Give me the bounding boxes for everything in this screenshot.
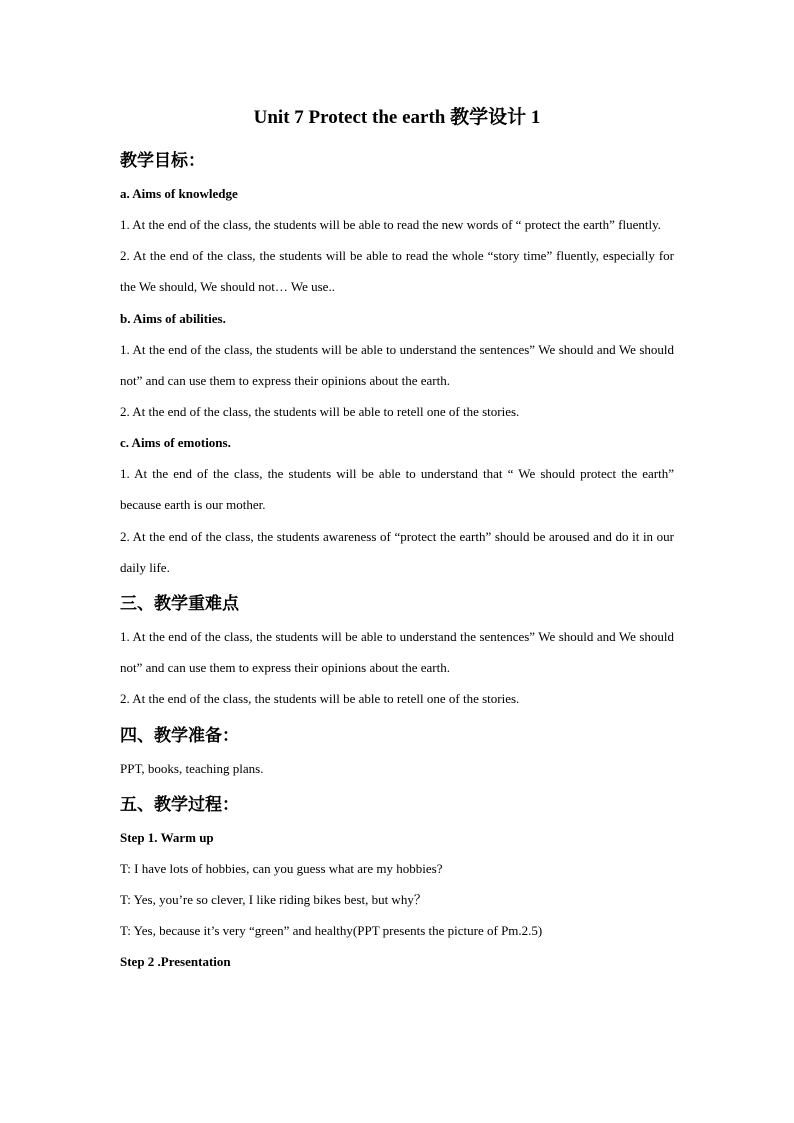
emotion-aims-heading: c. Aims of emotions. — [120, 435, 231, 451]
objectives-heading: 教学目标： — [120, 151, 205, 170]
emotion-aim-2: 2. At the end of the class, the students awareness of “protect the earth” should be aroused and do it in our daily life. — [120, 528, 674, 575]
process-heading: 五、教学过程： — [120, 794, 239, 814]
ability-aim-2: 2. At the end of the class, the students will be able to retell one of the stories. — [120, 404, 520, 420]
preparation-heading: 四、教学准备： — [120, 725, 239, 745]
document-body — [120, 104, 674, 977]
knowledge-aims-heading: a. Aims of knowledge — [120, 186, 238, 201]
ability-aims-heading: b. Aims of abilities. — [120, 310, 226, 326]
knowledge-aim-2: 2. At the end of the class, the students will be able to read the whole “story time” fluently, especially for the We should, We should not… We use.. — [120, 248, 674, 295]
emotion-aim-1: 1. At the end of the class, the students will be able to understand that “ We should protect the earth” because earth is our mother. — [120, 466, 674, 513]
key-point-1: 1. At the end of the class, the students will be able to understand the sentences” We should and We should not” and can use them to express their opinions about the earth. — [120, 629, 674, 676]
preparation-text: PPT, books, teaching plans. — [120, 760, 264, 776]
knowledge-aim-1: 1. At the end of the class, the students will be able to read the new words of “ protect the earth” fluently. — [120, 217, 662, 232]
step2-heading: Step 2 .Presentation — [120, 954, 231, 970]
document-title: Unit 7 Protect the earth 教学设计 1 — [253, 107, 541, 128]
ability-aim-1: 1. At the end of the class, the students will be able to understand the sentences” We should and We should not” and can use them to express their opinions about the earth. — [120, 341, 674, 388]
step1-heading: Step 1. Warm up — [120, 829, 214, 845]
key-points-heading: 三、教学重难点 — [120, 594, 239, 614]
step1-line-1: T: I have lots of hobbies, can you guess what are my hobbies? — [120, 860, 443, 876]
key-point-2: 2. At the end of the class, the students will be able to retell one of the stories. — [120, 691, 520, 707]
step1-line-3: T: Yes, because it’s very “green” and healthy(PPT presents the picture of Pm.2.5) — [120, 923, 543, 939]
step1-line-2: T: Yes, you’re so clever, I like riding bikes best, but why？ — [120, 892, 427, 908]
